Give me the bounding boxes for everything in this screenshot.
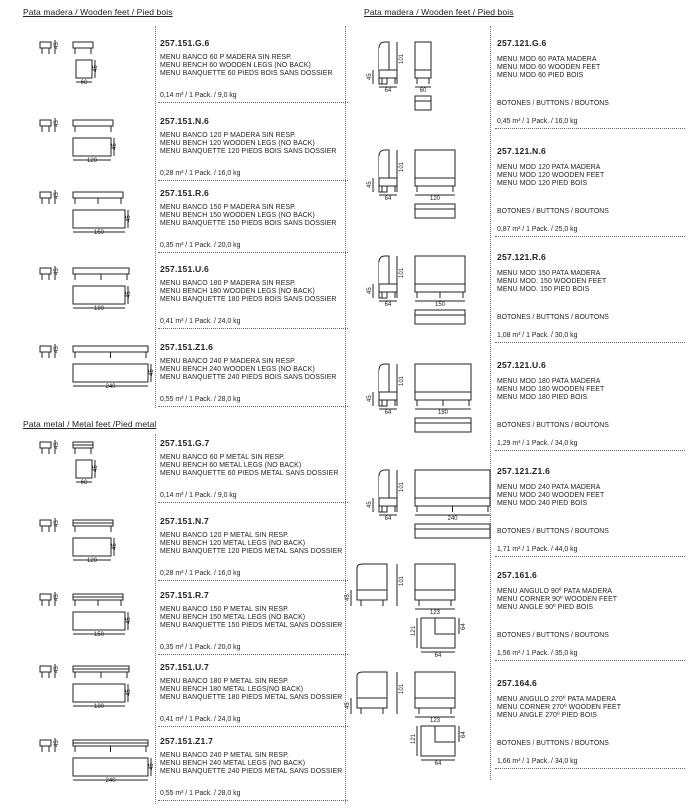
bench-drawing [0, 28, 150, 90]
package-info: 0,28 m³ / 1 Pack. / 16,0 kg [160, 570, 241, 577]
product-description [160, 678, 342, 703]
dimension-label: 45 [367, 501, 373, 508]
description-line: MENU BANCO 180 P MADERA SIN RESP. [160, 280, 296, 287]
bench-drawing [0, 580, 150, 642]
bench-drawing [0, 106, 150, 168]
dimension-label: 101 [399, 683, 405, 694]
description-line: MENU MOD 120 PATA MADERA [497, 164, 601, 171]
description-line: MENU MOD 240 WOODEN FEET [497, 492, 605, 500]
package-info: 0,14 m³ / 1 Pack. / 9,0 kg [160, 492, 237, 499]
sofa-drawing [345, 560, 490, 660]
dimension-label: 64 [384, 196, 392, 202]
product-code: 257.151.Z1.6 [160, 342, 214, 352]
product-description [497, 484, 604, 509]
dimension-label: 101 [399, 575, 405, 586]
dimension-label: 64 [461, 731, 467, 738]
package-info: 1,56 m³ / 1 Pack. / 35,0 kg [497, 650, 578, 657]
header-left-metal: Pata metal / Metal feet /Pied metal [23, 419, 157, 429]
dimension-label: 64 [384, 88, 392, 94]
product-code: 257.121.N.6 [497, 146, 547, 156]
dimension-label: 45 [126, 689, 132, 696]
description-line: MENU BANCO 180 P METAL SIN RESP. [160, 678, 289, 685]
dimension-label: 45 [126, 617, 132, 624]
description-line: MENU BENCH 180 WOODEN LEGS (NO BACK) [160, 288, 315, 296]
description-line: MENU BANQUETTE 180 PIEDS BOIS SANS DOSSIER [160, 296, 337, 304]
description-line: MENU ANGULO 270º PATA MADERA [497, 696, 617, 703]
description-line: MENU BANCO 60 P METAL SIN RESP. [160, 454, 285, 461]
description-line: MENU CORNER 270º WOODEN FEET [497, 704, 622, 712]
dimension-label: 45 [345, 702, 351, 709]
dimension-label: 45 [112, 543, 118, 550]
description-line: MENU MOD 180 WOODEN FEET [497, 386, 605, 394]
divider-right [490, 26, 491, 780]
bench-drawing [0, 652, 150, 714]
package-info: 0,41 m³ / 1 Pack. / 24,0 kg [160, 716, 241, 723]
sofa-drawing [345, 242, 490, 342]
description-line: MENU MOD 120 PIED BOIS [497, 180, 588, 188]
dimension-label: 120 [86, 158, 98, 164]
description-line: MENU MOD 60 PATA MADERA [497, 56, 597, 63]
dimension-label: 64 [461, 623, 467, 630]
description-line: MENU BANCO 240 P METAL SIN RESP. [160, 752, 289, 759]
bench-drawing [0, 506, 150, 568]
dimension-label: 123 [429, 718, 441, 724]
package-info: 0,14 m³ / 1 Pack. / 9,0 kg [160, 92, 237, 99]
dimension-label: 64 [384, 516, 392, 522]
dimension-label: 45 [93, 65, 99, 72]
description-line: MENU BANQUETTE 120 PIEDS METAL SANS DOSSIER [160, 548, 343, 556]
header-right-wood: Pata madera / Wooden feet / Pied bois [364, 7, 514, 17]
sofa-drawing [345, 28, 490, 128]
package-info: 0,55 m³ / 1 Pack. / 28,0 kg [160, 396, 241, 403]
dimension-label: 120 [86, 558, 98, 564]
dimension-label: 45 [345, 594, 351, 601]
dimension-label: 180 [437, 410, 449, 416]
description-line: MENU BENCH 120 METAL LEGS (NO BACK) [160, 540, 306, 548]
description-line: MENU BANQUETTE 60 PIEDS METAL SANS DOSSIER [160, 470, 339, 478]
bench-drawing [0, 332, 155, 394]
product-code: 257.151.R.7 [160, 590, 210, 600]
description-line: MENU BENCH 120 WOODEN LEGS (NO BACK) [160, 140, 315, 148]
dimension-label: 240 [447, 516, 458, 522]
description-line: MENU MOD 240 PIED BOIS [497, 500, 588, 508]
product-code: 257.151.U.6 [160, 264, 210, 274]
description-line: MENU BANQUETTE 150 PIEDS BOIS SANS DOSSIER [160, 220, 337, 228]
product-description [160, 532, 342, 557]
package-info: 1,71 m³ / 1 Pack. / 44,0 kg [497, 546, 578, 553]
dimension-label: 150 [434, 302, 446, 308]
product-code: 257.121.U.6 [497, 360, 547, 370]
dimension-label: 64 [434, 761, 442, 767]
product-code: 257.151.R.6 [160, 188, 210, 198]
dimension-label: 45 [54, 192, 60, 199]
description-line: MENU BANCO 150 P MADERA SIN RESP. [160, 204, 296, 211]
dimension-label: 64 [384, 302, 392, 308]
dimension-label: 45 [367, 395, 373, 402]
product-code: 257.161.6 [497, 570, 538, 580]
header-left-wood: Pata madera / Wooden feet / Pied bois [23, 7, 173, 17]
dimension-label: 240 [105, 778, 116, 784]
description-line: MENU MOD 180 PATA MADERA [497, 378, 601, 385]
description-line: MENU MOD 180 PIED BOIS [497, 394, 588, 402]
buttons-option: BOTONES / BUTTONS / BOUTONS [497, 422, 609, 429]
buttons-option: BOTONES / BUTTONS / BOUTONS [497, 740, 609, 747]
dimension-label: 45 [54, 42, 60, 49]
description-line: MENU MOD 60 PIED BOIS [497, 72, 584, 80]
product-description [497, 270, 606, 295]
description-line: MENU BANQUETTE 240 PIEDS BOIS SANS DOSSIER [160, 374, 337, 382]
dimension-label: 45 [367, 73, 373, 80]
product-description [497, 56, 600, 81]
dimension-label: 45 [54, 120, 60, 127]
divider-left-wood [155, 26, 156, 408]
dimension-label: 240 [105, 384, 116, 390]
product-code: 257.121.R.6 [497, 252, 547, 262]
product-code: 257.151.G.6 [160, 38, 210, 48]
description-line: MENU MOD. 150 WOODEN FEET [497, 278, 607, 286]
description-line: MENU MOD 60 WOODEN FEET [497, 64, 601, 72]
description-line: MENU BANQUETTE 180 PIEDS METAL SANS DOSSIER [160, 694, 343, 702]
dimension-label: 45 [54, 346, 60, 353]
description-line: MENU BENCH 150 WOODEN LEGS (NO BACK) [160, 212, 315, 220]
package-info: 0,87 m³ / 1 Pack. / 25,0 kg [497, 226, 578, 233]
product-code: 257.121.G.6 [497, 38, 547, 48]
dimension-label: 120 [429, 196, 441, 202]
dimension-label: 123 [429, 610, 441, 616]
product-code: 257.151.G.7 [160, 438, 210, 448]
product-code: 257.151.U.7 [160, 662, 210, 672]
dimension-label: 180 [93, 306, 105, 312]
product-code: 257.164.6 [497, 678, 538, 688]
product-description [160, 752, 342, 777]
product-code: 257.121.Z1.6 [497, 466, 551, 476]
description-line: MENU BANQUETTE 240 PIEDS METAL SANS DOSSIER [160, 768, 343, 776]
dimension-label: 101 [399, 161, 405, 172]
description-line: MENU BANQUETTE 60 PIEDS BOIS SANS DOSSIER [160, 70, 333, 78]
dimension-label: 60 [419, 88, 427, 94]
description-line: MENU BANCO 240 P MADERA SIN RESP. [160, 358, 296, 365]
product-code: 257.151.N.6 [160, 116, 210, 126]
buttons-option: BOTONES / BUTTONS / BOUTONS [497, 208, 609, 215]
description-line: MENU BENCH 60 METAL LEGS (NO BACK) [160, 462, 302, 470]
dimension-label: 45 [54, 442, 60, 449]
dimension-label: 101 [399, 481, 405, 492]
description-line: MENU BENCH 240 METAL LEGS (NO BACK) [160, 760, 306, 768]
product-description [160, 204, 337, 229]
description-line: MENU BANCO 120 P METAL SIN RESP. [160, 532, 289, 539]
package-info: 0,35 m³ / 1 Pack. / 20,0 kg [160, 644, 241, 651]
description-line: MENU ANGLE 270º PIED BOIS [497, 712, 597, 720]
dimension-label: 45 [54, 594, 60, 601]
sofa-drawing [345, 350, 490, 450]
product-description [160, 606, 342, 631]
product-description [160, 454, 338, 479]
sofa-drawing [345, 456, 490, 556]
bench-drawing [0, 428, 150, 490]
product-description [497, 588, 617, 613]
description-line: MENU MOD. 150 PIED BOIS [497, 286, 590, 294]
bench-drawing [0, 726, 155, 788]
package-info: 1,08 m³ / 1 Pack. / 30,0 kg [497, 332, 578, 339]
dimension-label: 101 [399, 53, 405, 64]
description-line: MENU ANGLE 90º PIED BOIS [497, 604, 594, 612]
dimension-label: 45 [93, 465, 99, 472]
package-info: 0,35 m³ / 1 Pack. / 20,0 kg [160, 242, 241, 249]
dimension-label: 45 [126, 215, 132, 222]
dimension-label: 45 [112, 143, 118, 150]
package-info: 0,45 m³ / 1 Pack. / 16,0 kg [497, 118, 578, 125]
dimension-label: 45 [54, 268, 60, 275]
dimension-label: 150 [93, 632, 105, 638]
description-line: MENU MOD 150 PATA MADERA [497, 270, 601, 277]
buttons-option: BOTONES / BUTTONS / BOUTONS [497, 632, 609, 639]
sofa-drawing [345, 668, 490, 768]
description-line: MENU ANGULO 90º PATA MADERA [497, 588, 613, 595]
dimension-label: 121 [411, 733, 417, 744]
description-line: MENU BANCO 120 P MADERA SIN RESP. [160, 132, 296, 139]
package-info: 0,28 m³ / 1 Pack. / 16,0 kg [160, 170, 241, 177]
product-description [497, 696, 621, 721]
package-info: 1,66 m³ / 1 Pack. / 34,0 kg [497, 758, 578, 765]
buttons-option: BOTONES / BUTTONS / BOUTONS [497, 528, 609, 535]
dimension-label: 180 [93, 704, 105, 710]
product-description [160, 280, 337, 305]
dimension-label: 45 [149, 763, 155, 770]
sofa-drawing [345, 136, 490, 236]
description-line: MENU MOD 120 WOODEN FEET [497, 172, 605, 180]
description-line: MENU BENCH 60 WOODEN LEGS (NO BACK) [160, 62, 311, 70]
dimension-label: 45 [54, 520, 60, 527]
product-description [497, 378, 604, 403]
product-code: 257.151.Z1.7 [160, 736, 214, 746]
product-code: 257.151.N.7 [160, 516, 210, 526]
dimension-label: 101 [399, 375, 405, 386]
description-line: MENU BENCH 180 METAL LEGS(NO BACK) [160, 686, 304, 694]
dimension-label: 121 [411, 625, 417, 636]
dimension-label: 45 [54, 666, 60, 673]
dimension-label: 64 [434, 653, 442, 659]
description-line: MENU BANQUETTE 120 PIEDS BOIS SANS DOSSIER [160, 148, 337, 156]
dimension-label: 150 [93, 230, 105, 236]
description-line: MENU BANCO 60 P MADERA SIN RESP. [160, 54, 292, 61]
buttons-option: BOTONES / BUTTONS / BOUTONS [497, 100, 609, 107]
dimension-label: 45 [126, 291, 132, 298]
description-line: MENU BENCH 150 METAL LEGS (NO BACK) [160, 614, 306, 622]
buttons-option: BOTONES / BUTTONS / BOUTONS [497, 314, 609, 321]
bench-drawing [0, 178, 150, 240]
dimension-label: 45 [367, 181, 373, 188]
description-line: MENU BANQUETTE 150 PIEDS METAL SANS DOSSIER [160, 622, 343, 630]
dimension-label: 60 [80, 80, 88, 86]
product-description [497, 164, 604, 189]
package-info: 0,55 m³ / 1 Pack. / 28,0 kg [160, 790, 241, 797]
description-line: MENU MOD 240 PATA MADERA [497, 484, 601, 491]
dimension-label: 64 [384, 410, 392, 416]
package-info: 1,29 m³ / 1 Pack. / 34,0 kg [497, 440, 578, 447]
divider-left-metal [155, 434, 156, 804]
dimension-label: 45 [367, 287, 373, 294]
description-line: MENU CORNER 90º WOODEN FEET [497, 596, 618, 604]
package-info: 0,41 m³ / 1 Pack. / 24,0 kg [160, 318, 241, 325]
description-line: MENU BANCO 150 P METAL SIN RESP. [160, 606, 289, 613]
product-description [160, 132, 337, 157]
product-description [160, 358, 337, 383]
dimension-label: 45 [149, 369, 155, 376]
dimension-label: 101 [399, 267, 405, 278]
dimension-label: 60 [80, 480, 88, 486]
description-line: MENU BENCH 240 WOODEN LEGS (NO BACK) [160, 366, 315, 374]
product-description [160, 54, 333, 79]
dimension-label: 45 [54, 740, 60, 747]
bench-drawing [0, 254, 150, 316]
